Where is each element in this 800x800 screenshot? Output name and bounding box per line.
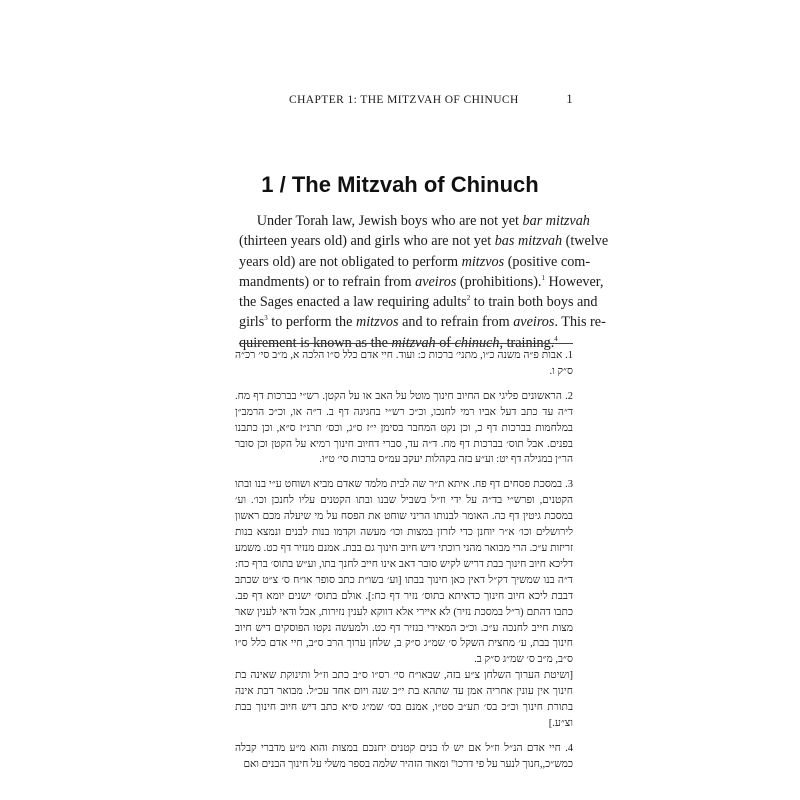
body-text: (positive com- xyxy=(504,253,591,270)
body-line-1 xyxy=(239,211,590,231)
footnote-1: 1. אבות פ״ה משנה כ״ו, מתני׳ ברכות כ: ועוד. חיי אדם כלל ס״ו הלכה א, מ״ב סי׳ רכ״ה ס״ק ו. xyxy=(235,350,573,377)
footnotes xyxy=(235,348,573,782)
italic-term: aveiros xyxy=(415,273,457,290)
body-text: . This re- xyxy=(554,314,606,331)
footnote-marker[interactable]: 1 xyxy=(541,273,545,282)
body-text: the Sages enacted a law requiring adults xyxy=(239,294,467,311)
body-text: mandments) or to refrain from xyxy=(239,273,416,290)
body-paragraph xyxy=(239,211,609,353)
footnote-2: 2. הראשונים פליגי אם החיוב חינוך מוטל על האב או על הקטן. רש״י בברכות דף מח. ד״ה עד כתב דעל אביו רמי לחנכו, וכ״כ רש״י בחגיגה דף ב. ד״ה או, וכ״כ הרמב״ן במלחמות בברכות דף כ, וכן נקט המחבר בסימן י״ז ס״ג, וכס׳ תרנ״ז ס״א, וכן כתבנו בפנים. אבל תוס׳ בברכות דף מח. ד״ה עד, סברי דחיוב חינוך רמיא על הקטן וכן סובר הר״ן במגילה דף יט: וע״ע בזה בקהלות יעקב עמ״ס ברכות סי׳ ט״ו. xyxy=(235,390,573,466)
body-text: of xyxy=(435,334,455,351)
footnote-marker[interactable]: 3 xyxy=(264,314,268,323)
body-text: and to refrain from xyxy=(398,314,514,331)
italic-term: bas mitzvah xyxy=(494,233,563,250)
body-text: quirement is known as the xyxy=(239,334,392,351)
body-text: However, xyxy=(544,273,604,290)
footnote-marker[interactable]: 4 xyxy=(554,334,558,343)
italic-term: bar mitzvah xyxy=(522,213,590,229)
body-line-2 xyxy=(239,231,609,251)
body-text: , training. xyxy=(499,334,555,351)
body-text: Under Torah law, Jewish boys who are not yet xyxy=(256,213,523,229)
italic-term: mitzvah xyxy=(391,334,436,351)
footnote-4: 4. חיי אדם הנ״ל וז״ל אם יש לו בנים קטנים יחנכם במצות והוא מ״ע מדברי קבלה כמש״כ,,חנוך לנער על פי דרכו" ומאוד הזהיר שלמה בספר משלי על חינוך הבנים ואם xyxy=(235,742,573,770)
body-text: (prohibitions). xyxy=(456,273,542,290)
body-text: girls xyxy=(239,314,265,331)
body-text: (thirteen years old) and girls who are not yet xyxy=(239,233,495,250)
footnote-3-bracket: [ושיטת הערוך השלחן צ״ע בזה, שבאו״ח סי׳ רס״ו ס״ב כתב וז״ל ותינוקת שאינה בת חינוך אין עונין אחריה אמן עד שתהא בת י״ב שנה ויום אחד עכ״ל. מבואר דבת אינה בתורת חינוך וכ״כ בס׳ תע״ב סט״ו, אמנם בס׳ שמ״ג ס״א כתב דיש חיוב חינוך בבת וצ״ע.] xyxy=(235,670,573,729)
footnote-3: 3. במסכת פסחים דף פח. איתא ת״ר שה לבית מלמד שאדם מביא ושוחט ע״י בנו ובתו הקטנים, ופרש״י בד״ה על ידי וז״ל בשביל שבנו ובתו הקטנים עליו לחנכן וכו׳. וע׳ במסכת גיטין דף כה. האומר לבנותו הריני שוחט את הפסח על מי שיעלה מכם ראשון לירושלים וכו׳ א״ר יוחנן כדי לזרזן במצות וכו׳ מעשה וקדמו בנות לבנים ונמצא בנות זריזות ע״כ. הרי מבואר מהני רוכתי דיש חיוב חינוך גם בבת. אמנם מנזיר דף כט. משמע דליכא חיוב חינוך בבת דריש לקיש סובר דאב אינו חייב לחנך בתו, וע״ש בתוס׳ ברף כח: ד״ה בנו שמשיך דק״ל דאין כאן חינוך בבתו [וע׳ בשו״ת כתב סופר או״ח ס׳ צ״ט שכתב דבבת ליכא חיוב חינוך כדאיתא בתוס׳ נזיר דף כח:]. אולם בתוס׳ ישנים יומא דף פב. כתבו דהתם (ר״ל במסכת נזיר) לא איירי אלא דווקא לענין נזירות, אבל ודאי לענין שאר מצות חייב לחנכה ע״כ. וכ״כ המאירי בנזיר דף כט. ולמעשה נקטו הפוסקים דיש חיוב חינוך בבת, ע׳ מחצית השקל ס׳ שמ״ג ס״ק ב, שלחן ערוך הרב ס״ב, חיי אדם כלל ס״ו ס״ב, מ״ב ס׳ שמ״ג ס״ק ב. xyxy=(235,479,573,666)
footnote-marker[interactable]: 2 xyxy=(466,294,471,303)
footnote-divider xyxy=(239,343,573,344)
body-text: years old) are not obligated to perform xyxy=(239,253,462,270)
body-line-4 xyxy=(239,272,604,292)
body-text: to perform the xyxy=(267,314,356,331)
page-number: 1 xyxy=(566,92,573,106)
body-line-5 xyxy=(239,292,598,312)
body-line-6 xyxy=(239,312,606,332)
running-head-title: CHAPTER 1: THE MITZVAH OF CHINUCH xyxy=(289,94,519,106)
italic-term: mitzvos xyxy=(461,253,505,270)
italic-term: aveiros xyxy=(513,314,555,331)
body-line-3 xyxy=(239,252,591,272)
body-text: to train both boys and xyxy=(470,294,598,311)
chapter-title: 1 / The Mitzvah of Chinuch xyxy=(261,172,539,197)
italic-term: mitzvos xyxy=(355,314,399,331)
italic-term: chinuch xyxy=(454,334,500,351)
running-head xyxy=(289,92,573,107)
body-text: (twelve xyxy=(562,233,609,250)
